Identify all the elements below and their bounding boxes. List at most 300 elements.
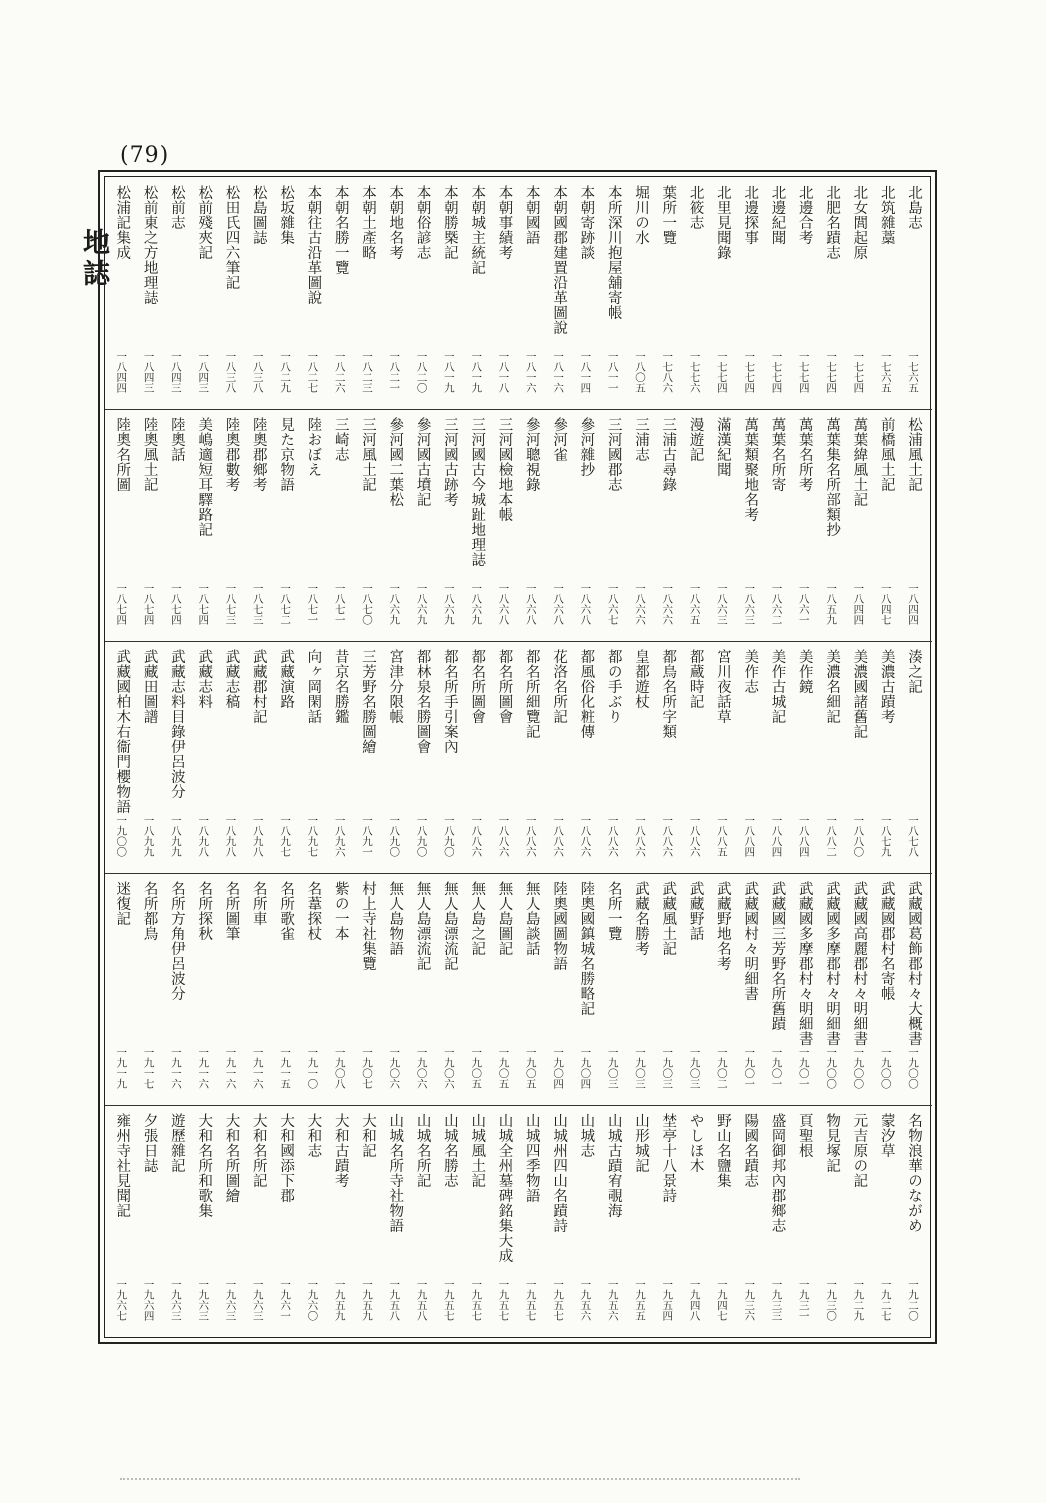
entry-title: 陸奧話 [168,417,185,462]
entry-title: 北里見聞錄 [714,185,731,260]
entry-page-number: 一八四三 [169,351,182,393]
entry-page-number: 一八六八 [552,583,565,625]
entry-title: 武藏名勝考 [632,881,649,956]
entry-title: 都鳥名所字類 [660,649,677,739]
entry-page-number: 一八七四 [197,583,210,625]
entry-page-number: 一八八四 [770,815,783,857]
entry-title: 本朝往古沿革圖說 [305,185,322,305]
index-entry [598,177,625,409]
entry-page-number: 一八九七 [306,815,319,857]
entry-page-number: 一九五九 [360,1279,373,1321]
index-entry [571,177,598,409]
entry-page-number: 一八五九 [825,583,838,625]
entry-page-number: 一八六一 [797,583,810,625]
index-entry [134,873,161,1105]
entry-title: 本朝事績考 [496,185,513,260]
index-entry [216,873,243,1105]
entry-page-number: 一八二〇 [415,351,428,393]
entry-title: 陽國名蹟志 [742,1113,759,1188]
entry-title: 三芳野名勝圖繪 [359,649,376,754]
entry-page-number: 一八一八 [497,351,510,393]
entry-title: 山城名勝志 [441,1113,458,1188]
entry-page-number: 一八六九 [388,583,401,625]
entry-title: 本朝地名考 [387,185,404,260]
index-entry [489,873,516,1105]
entry-title: 本朝城主統記 [469,185,486,275]
index-entry [134,177,161,409]
entry-title: 大和名所圖繪 [223,1113,240,1203]
index-entry [762,641,789,873]
entry-page-number: 一九〇三 [606,1047,619,1089]
entry-title: 參河國二葉松 [387,417,404,507]
index-entry [790,409,817,641]
entry-title: 向ヶ岡閑話 [305,649,322,724]
entry-page-number: 一八六八 [579,583,592,625]
index-entry [571,409,598,641]
index-entry [134,1105,161,1337]
entry-title: 名所探秋 [196,881,213,941]
entry-title: 都名所圖會 [469,649,486,724]
entry-title: 陸奧郡鄉考 [250,417,267,492]
index-entry [817,177,844,409]
index-entry [680,873,707,1105]
index-entry [708,641,735,873]
entry-title: 三河國古跡考 [441,417,458,507]
entry-title: 無人島漂流記 [441,881,458,971]
entry-title: 山城風土記 [469,1113,486,1188]
entry-page-number: 一八六八 [524,583,537,625]
tier-2 [105,409,932,641]
index-entry [899,409,926,641]
tier-4 [105,873,932,1105]
index-entry [626,1105,653,1337]
entry-page-number: 一九五七 [497,1279,510,1321]
entry-title: 宮津分限帳 [387,649,404,724]
entry-page-number: 一八七四 [142,583,155,625]
entry-title: 參河雀 [551,417,568,462]
entry-title: 武藏野地名考 [714,881,731,971]
entry-title: 武藏國多摩郡村々明細書 [824,881,841,1046]
entry-page-number: 一九五七 [524,1279,537,1321]
entry-page-number: 一八七三 [224,583,237,625]
index-entry [571,641,598,873]
entry-page-number: 一九五八 [415,1279,428,1321]
entry-page-number: 一九五七 [470,1279,483,1321]
index-entry [489,1105,516,1337]
entry-title: 名所都鳥 [141,881,158,941]
index-entry [653,641,680,873]
entry-title: 北島志 [905,185,922,230]
entry-title: 武藏國葛飾郡村々大概書 [905,881,922,1046]
index-entry [325,873,352,1105]
index-entry [626,177,653,409]
entry-title: 陸奧郡數考 [223,417,240,492]
entry-title: 三河國郡志 [605,417,622,492]
entry-page-number: 一八七一 [306,583,319,625]
entry-title: 滿漢紀聞 [714,417,731,477]
index-entry [817,1105,844,1337]
index-entry [844,641,871,873]
index-entry [544,409,571,641]
entry-title: 武藏國多摩郡村々明細書 [796,881,813,1046]
index-entry [790,177,817,409]
entry-title: 萬葉名所考 [796,417,813,492]
index-entry [298,641,325,873]
index-entry [708,1105,735,1337]
entry-title: 見た京物語 [278,417,295,492]
index-entry [489,177,516,409]
entry-page-number: 一八九九 [169,815,182,857]
entry-page-number: 一七七四 [715,351,728,393]
index-entry [107,873,134,1105]
index-entry [817,641,844,873]
entry-page-number: 一九一六 [169,1047,182,1089]
entry-title: 名所圖筆 [223,881,240,941]
index-entry [162,873,189,1105]
entry-page-number: 一九六三 [169,1279,182,1321]
index-entry [271,177,298,409]
entry-title: 都名所圖會 [496,649,513,724]
tier-separator [105,409,932,410]
index-frame-inner [104,176,931,1338]
index-entry [271,409,298,641]
index-entry [271,873,298,1105]
entry-page-number: 一九五六 [606,1279,619,1321]
entry-title: 本朝名勝一覽 [332,185,349,275]
index-entry [544,177,571,409]
entry-page-number: 一七六五 [879,351,892,393]
index-entry [790,873,817,1105]
entry-title: 無人島談話 [523,881,540,956]
entry-page-number: 一九六四 [142,1279,155,1321]
index-entry [435,641,462,873]
index-entry [216,177,243,409]
entry-page-number: 一九〇一 [770,1047,783,1089]
entry-page-number: 一七七六 [688,351,701,393]
index-entry [790,641,817,873]
entry-page-number: 一八八六 [552,815,565,857]
entry-page-number: 一八六八 [497,583,510,625]
entry-title: 北肥名蹟志 [824,185,841,260]
index-entry [489,409,516,641]
entry-title: 參河雜抄 [578,417,595,477]
index-entry [462,177,489,409]
index-entry [462,641,489,873]
entry-title: 都名所手引案內 [441,649,458,754]
entry-page-number: 一七七四 [825,351,838,393]
entry-title: 遊歷雜記 [168,1113,185,1173]
entry-title: 本朝國語 [523,185,540,245]
entry-title: 名物浪華のながめ [905,1113,922,1233]
entry-page-number: 一八六二 [770,583,783,625]
entry-title: 無人島物語 [387,881,404,956]
index-entry [626,409,653,641]
entry-title: 松浦風土記 [905,417,922,492]
index-entry [735,409,762,641]
entry-title: 陸奧風土記 [141,417,158,492]
entry-page-number: 一八八六 [688,815,701,857]
entry-title: 名所歌雀 [278,881,295,941]
index-entry [189,641,216,873]
tier-separator [105,641,932,642]
entry-page-number: 一九〇〇 [115,815,128,857]
tier-separator [105,873,932,874]
entry-page-number: 一八四七 [879,583,892,625]
entry-title: 都名所細覽記 [523,649,540,739]
entry-title: 武藏志稿 [223,649,240,709]
entry-title: 名所一覽 [605,881,622,941]
index-entry [735,641,762,873]
entry-title: 大和記 [359,1113,376,1158]
entry-page-number: 一七八六 [661,351,674,393]
entry-page-number: 一九〇一 [743,1047,756,1089]
entry-page-number: 一八三八 [224,351,237,393]
entry-page-number: 一七六五 [906,351,919,393]
entry-page-number: 一八四三 [142,351,155,393]
entry-title: やしほ木 [687,1113,704,1173]
entry-title: 本所深川抱屋舖寄帳 [605,185,622,320]
entry-title: 武藏國高麗郡村々明細書 [851,881,868,1046]
entry-title: 武藏國郡村名寄帳 [878,881,895,1001]
index-entry [271,641,298,873]
entry-title: 松田氏四六筆記 [223,185,240,290]
entry-page-number: 一七七四 [743,351,756,393]
index-entry [462,1105,489,1337]
entry-title: 山形城記 [632,1113,649,1173]
index-entry [708,177,735,409]
index-entry [380,873,407,1105]
entry-page-number: 一九〇三 [688,1047,701,1089]
index-entry [708,873,735,1105]
entry-title: 武藏國村々明細書 [742,881,759,1001]
entry-page-number: 一九六一 [279,1279,292,1321]
entry-page-number: 一九五八 [388,1279,401,1321]
entry-page-number: 一九〇六 [415,1047,428,1089]
entry-page-number: 一九六三 [224,1279,237,1321]
index-entry [189,1105,216,1337]
entry-page-number: 一九〇五 [470,1047,483,1089]
entry-title: 本朝勝槩記 [441,185,458,260]
entry-title: 三崎志 [332,417,349,462]
entry-title: 萬葉類聚地名考 [742,417,759,522]
index-entry [134,409,161,641]
index-entry [517,873,544,1105]
entry-title: 野山名鹽集 [714,1113,731,1188]
entry-title: 武藏國柏木右衞門櫻物語 [114,649,131,814]
entry-title: 頁聖根 [796,1113,813,1158]
entry-title: 武藏志料目錄伊呂波分 [168,649,185,799]
index-entry [844,409,871,641]
entry-title: 都蔵時記 [687,649,704,709]
entry-page-number: 一九三三 [770,1279,783,1321]
entry-page-number: 一八二一 [388,351,401,393]
entry-page-number: 一九〇五 [497,1047,510,1089]
entry-page-number: 一八八五 [715,815,728,857]
index-entry [462,409,489,641]
entry-title: 美濃古蹟考 [878,649,895,724]
entry-page-number: 一八六五 [688,583,701,625]
index-entry [762,177,789,409]
index-entry [735,177,762,409]
bottom-dotted-rule [120,1478,800,1480]
tier-1 [105,177,932,409]
entry-title: 漫遊記 [687,417,704,462]
entry-title: 三浦志 [632,417,649,462]
entry-page-number: 一七七四 [770,351,783,393]
entry-page-number: 一九三〇 [825,1279,838,1321]
entry-title: 元吉原の記 [851,1113,868,1188]
entry-title: 美濃國諸舊記 [851,649,868,739]
entry-page-number: 一九〇四 [552,1047,565,1089]
entry-title: 美嶋適短耳驛路記 [196,417,213,537]
index-entry [435,873,462,1105]
index-entry [353,1105,380,1337]
tier-3 [105,641,932,873]
entry-page-number: 一九六三 [251,1279,264,1321]
entry-page-number: 一八四三 [197,351,210,393]
index-entry [407,1105,434,1337]
entry-page-number: 一九〇〇 [879,1047,892,1089]
entry-page-number: 一八二七 [306,351,319,393]
index-entry [544,1105,571,1337]
entry-title: 名所車 [250,881,267,926]
index-entry [544,873,571,1105]
entry-page-number: 一八八〇 [852,815,865,857]
entry-title: 武藏風土記 [660,881,677,956]
entry-title: 埜亭十八景詩 [660,1113,677,1203]
entry-page-number: 一九二九 [852,1279,865,1321]
entry-title: 名所方角伊呂波分 [168,881,185,1001]
entry-title: 堀川の水 [632,185,649,245]
index-entry [244,641,271,873]
entry-title: 北女閭起原 [851,185,868,260]
entry-title: 葉所一覽 [660,185,677,245]
entry-title: 名葦探杖 [305,881,322,941]
entry-page-number: 一九〇一 [797,1047,810,1089]
entry-page-number: 一八六九 [442,583,455,625]
entry-page-number: 一九〇六 [388,1047,401,1089]
entry-page-number: 一九〇四 [579,1047,592,1089]
index-entry [762,873,789,1105]
entry-page-number: 一九〇〇 [906,1047,919,1089]
entry-page-number: 一八七四 [169,583,182,625]
index-entry [134,641,161,873]
entry-title: 無人島之記 [469,881,486,956]
entry-page-number: 一九〇八 [333,1047,346,1089]
entry-title: 松島圖誌 [250,185,267,245]
index-entry [107,177,134,409]
index-entry [298,873,325,1105]
index-entry [653,177,680,409]
entry-title: 武藏野話 [687,881,704,941]
entry-page-number: 一八二六 [333,351,346,393]
index-entry [735,873,762,1105]
entry-page-number: 一九〇三 [661,1047,674,1089]
index-frame [98,170,937,1344]
index-entry [598,1105,625,1337]
entry-title: 美作古城記 [769,649,786,724]
index-entry [216,409,243,641]
entry-page-number: 一九六三 [197,1279,210,1321]
index-entry [189,409,216,641]
index-entry [680,409,707,641]
entry-page-number: 一九〇三 [633,1047,646,1089]
entry-title: 山城古蹟宥覗海 [605,1113,622,1218]
entry-title: 北筱志 [687,185,704,230]
section-title: 地誌 [78,228,109,290]
entry-title: 花洛名所記 [551,649,568,724]
entry-title: 本朝寄跡談 [578,185,595,260]
index-entry [790,1105,817,1337]
entry-title: 本朝國郡建置沿革圖說 [551,185,568,335]
entry-page-number: 一八八六 [661,815,674,857]
index-entry [407,409,434,641]
entry-title: 大和志 [305,1113,322,1158]
index-entry [244,177,271,409]
entry-page-number: 一八九〇 [388,815,401,857]
entry-page-number: 一八九〇 [415,815,428,857]
entry-title: 美作志 [742,649,759,694]
entry-page-number: 一八四四 [906,583,919,625]
entry-title: 無人島漂流記 [414,881,431,971]
entry-page-number: 一八七八 [906,815,919,857]
index-entry [899,873,926,1105]
index-entry [871,873,898,1105]
entry-page-number: 一九六〇 [306,1279,319,1321]
entry-title: 三河風土記 [359,417,376,492]
index-entry [298,409,325,641]
entry-page-number: 一九〇二 [715,1047,728,1089]
entry-title: 山城名所記 [414,1113,431,1188]
entry-title: 武藏郡村記 [250,649,267,724]
entry-title: 北邊探事 [742,185,759,245]
entry-page-number: 一八六七 [606,583,619,625]
entry-title: 松前志 [168,185,185,230]
index-entry [353,409,380,641]
entry-page-number: 一九五六 [579,1279,592,1321]
entry-page-number: 一八一九 [442,351,455,393]
index-entry [107,409,134,641]
entry-title: 本朝俗諺志 [414,185,431,260]
entry-title: 大和名所和歌集 [196,1113,213,1218]
entry-page-number: 一八七四 [115,583,128,625]
entry-title: 北筑雜藁 [878,185,895,245]
entry-page-number: 一八四四 [115,351,128,393]
entry-page-number: 一九〇〇 [825,1047,838,1089]
entry-page-number: 一九〇六 [442,1047,455,1089]
entry-page-number: 一九一九 [115,1047,128,1089]
entry-title: 美作鏡 [796,649,813,694]
index-entry [244,873,271,1105]
entry-page-number: 一九五九 [333,1279,346,1321]
index-entry [517,177,544,409]
entry-page-number: 一八一九 [470,351,483,393]
index-entry [653,873,680,1105]
entry-title: 武藏田圖譜 [141,649,158,724]
entry-title: 萬葉名所寄 [769,417,786,492]
entry-title: 都林泉名勝圖會 [414,649,431,754]
index-entry [353,177,380,409]
entry-page-number: 一八一六 [524,351,537,393]
entry-title: 蒙汐草 [878,1113,895,1158]
entry-title: 大和名所記 [250,1113,267,1188]
entry-title: 山城州四山名蹟詩 [551,1113,568,1233]
entry-page-number: 一八九六 [333,815,346,857]
entry-title: 陸奧名所圖 [114,417,131,492]
entry-page-number: 一八一四 [579,351,592,393]
entry-page-number: 一八六三 [743,583,756,625]
entry-page-number: 一九六七 [115,1279,128,1321]
